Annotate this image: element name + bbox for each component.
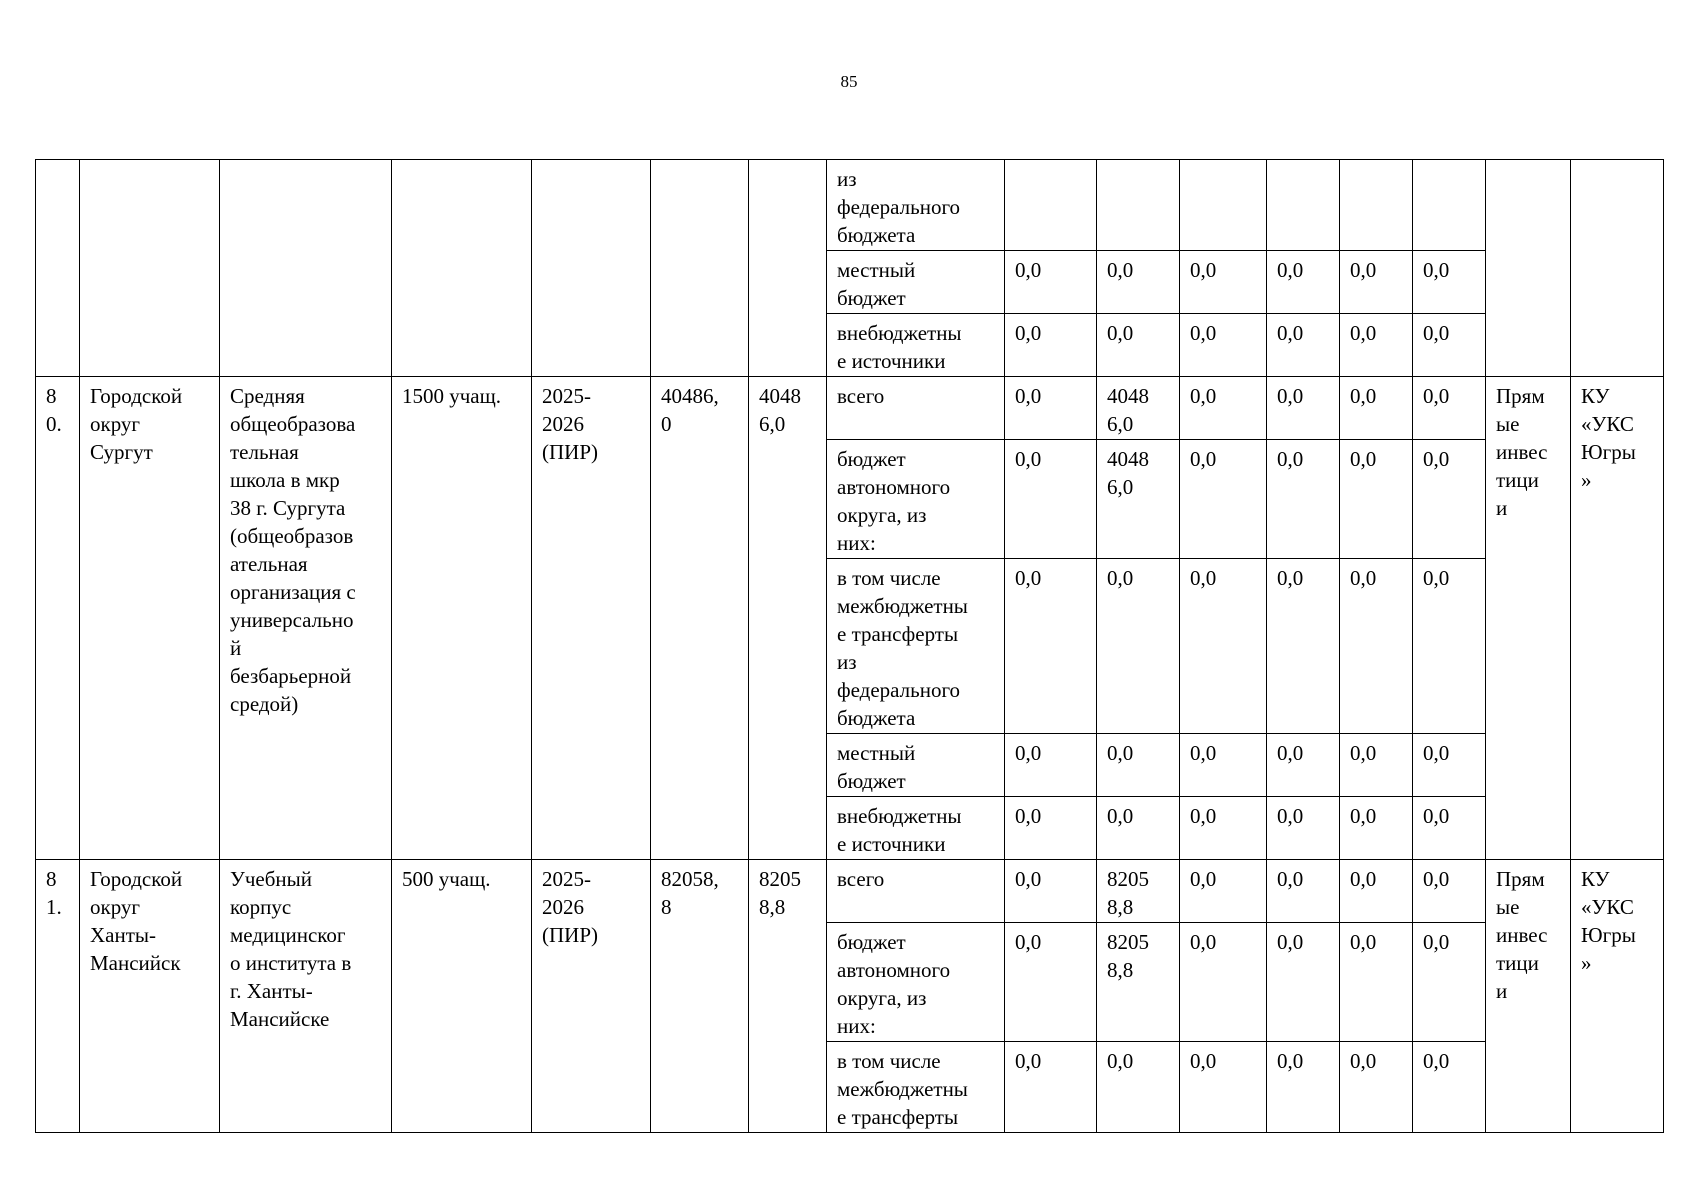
mechanism-cell: Прям ые инвес тици и — [1486, 377, 1571, 860]
table-row — [36, 860, 1664, 923]
funding-source-label: местный бюджет — [827, 734, 1005, 797]
funding-source-label: из федерального бюджета — [827, 160, 1005, 251]
value-cell: 0,0 — [1005, 1042, 1097, 1133]
value-cell: 0,0 — [1180, 734, 1267, 797]
cost-cell: 40486, 0 — [651, 377, 749, 860]
funding-source-label: в том числе межбюджетны е трансферты — [827, 1042, 1005, 1133]
value-cell: 0,0 — [1340, 314, 1413, 377]
value-cell: 0,0 — [1180, 797, 1267, 860]
number-cell: 8 0. — [36, 377, 80, 860]
number-cell: 8 1. — [36, 860, 80, 1133]
value-cell: 8205 8,8 — [1097, 923, 1180, 1042]
funding-source-label: местный бюджет — [827, 251, 1005, 314]
value-cell — [1267, 160, 1340, 251]
mechanism-cell: Прям ые инвес тици и — [1486, 860, 1571, 1133]
funding-source-label: внебюджетны е источники — [827, 797, 1005, 860]
cost-cell — [651, 160, 749, 377]
value-cell: 0,0 — [1180, 923, 1267, 1042]
funding-source-label: всего — [827, 860, 1005, 923]
value-cell: 0,0 — [1340, 860, 1413, 923]
value-cell: 0,0 — [1267, 314, 1340, 377]
value-cell: 0,0 — [1340, 797, 1413, 860]
object-name-cell: Средняя общеобразова тельная школа в мкр 38 г. Сургута (общеобразов ательная организация с универсально й безбарьерной средой) — [220, 377, 392, 860]
value-cell: 0,0 — [1180, 559, 1267, 734]
value-cell: 0,0 — [1413, 797, 1486, 860]
value-cell: 0,0 — [1005, 797, 1097, 860]
page-number: 85 — [840, 72, 858, 91]
value-cell: 0,0 — [1413, 860, 1486, 923]
total-cell — [749, 160, 827, 377]
value-cell: 0,0 — [1340, 734, 1413, 797]
value-cell: 0,0 — [1267, 860, 1340, 923]
table-row — [36, 160, 1664, 251]
value-cell: 0,0 — [1267, 440, 1340, 559]
capacity-cell: 500 учащ. — [392, 860, 532, 1133]
value-cell: 0,0 — [1340, 559, 1413, 734]
value-cell: 0,0 — [1267, 797, 1340, 860]
period-cell: 2025- 2026 (ПИР) — [532, 860, 651, 1133]
value-cell: 0,0 — [1413, 559, 1486, 734]
customer-cell: КУ «УКС Югры » — [1571, 860, 1664, 1133]
value-cell: 4048 6,0 — [1097, 377, 1180, 440]
capacity-cell — [392, 160, 532, 377]
value-cell: 0,0 — [1005, 314, 1097, 377]
value-cell: 0,0 — [1180, 860, 1267, 923]
value-cell: 0,0 — [1413, 377, 1486, 440]
period-cell: 2025- 2026 (ПИР) — [532, 377, 651, 860]
object-name-cell: Учебный корпус медицинског о института в г. Ханты- Мансийске — [220, 860, 392, 1133]
value-cell: 0,0 — [1340, 440, 1413, 559]
value-cell: 0,0 — [1413, 314, 1486, 377]
value-cell — [1005, 160, 1097, 251]
municipality-cell: Городской округ Сургут — [80, 377, 220, 860]
funding-source-label: бюджет автономного округа, из них: — [827, 440, 1005, 559]
value-cell: 0,0 — [1097, 1042, 1180, 1133]
value-cell: 0,0 — [1005, 734, 1097, 797]
period-cell — [532, 160, 651, 377]
funding-source-label: внебюджетны е источники — [827, 314, 1005, 377]
funding-source-label: бюджет автономного округа, из них: — [827, 923, 1005, 1042]
value-cell: 0,0 — [1180, 440, 1267, 559]
value-cell: 0,0 — [1413, 251, 1486, 314]
value-cell: 0,0 — [1267, 734, 1340, 797]
value-cell — [1180, 160, 1267, 251]
object-name-cell — [220, 160, 392, 377]
value-cell: 0,0 — [1267, 1042, 1340, 1133]
value-cell: 0,0 — [1340, 251, 1413, 314]
total-cell: 4048 6,0 — [749, 377, 827, 860]
customer-cell: КУ «УКС Югры » — [1571, 377, 1664, 860]
value-cell: 0,0 — [1340, 377, 1413, 440]
value-cell: 0,0 — [1180, 377, 1267, 440]
value-cell: 4048 6,0 — [1097, 440, 1180, 559]
value-cell: 0,0 — [1097, 559, 1180, 734]
value-cell — [1097, 160, 1180, 251]
value-cell: 0,0 — [1180, 1042, 1267, 1133]
funding-source-label: в том числе межбюджетны е трансферты из федерального бюджета — [827, 559, 1005, 734]
value-cell: 0,0 — [1180, 251, 1267, 314]
value-cell: 0,0 — [1340, 1042, 1413, 1133]
value-cell: 0,0 — [1005, 440, 1097, 559]
number-cell — [36, 160, 80, 377]
funding-source-label: всего — [827, 377, 1005, 440]
value-cell: 0,0 — [1005, 377, 1097, 440]
value-cell: 0,0 — [1097, 734, 1180, 797]
customer-cell — [1571, 160, 1664, 377]
table-row — [36, 377, 1664, 440]
municipality-cell: Городской округ Ханты- Мансийск — [80, 860, 220, 1133]
value-cell: 0,0 — [1413, 440, 1486, 559]
value-cell: 0,0 — [1340, 923, 1413, 1042]
mechanism-cell — [1486, 160, 1571, 377]
value-cell: 0,0 — [1097, 797, 1180, 860]
value-cell: 0,0 — [1180, 314, 1267, 377]
total-cell: 8205 8,8 — [749, 860, 827, 1133]
value-cell: 8205 8,8 — [1097, 860, 1180, 923]
municipality-cell — [80, 160, 220, 377]
value-cell: 0,0 — [1097, 314, 1180, 377]
value-cell: 0,0 — [1267, 923, 1340, 1042]
value-cell: 0,0 — [1267, 251, 1340, 314]
value-cell: 0,0 — [1413, 734, 1486, 797]
value-cell: 0,0 — [1413, 923, 1486, 1042]
value-cell: 0,0 — [1005, 923, 1097, 1042]
value-cell: 0,0 — [1413, 1042, 1486, 1133]
value-cell: 0,0 — [1005, 860, 1097, 923]
value-cell: 0,0 — [1005, 251, 1097, 314]
program-table — [35, 159, 1664, 1133]
value-cell — [1413, 160, 1486, 251]
value-cell: 0,0 — [1267, 377, 1340, 440]
value-cell: 0,0 — [1005, 559, 1097, 734]
capacity-cell: 1500 учащ. — [392, 377, 532, 860]
value-cell — [1340, 160, 1413, 251]
value-cell: 0,0 — [1267, 559, 1340, 734]
value-cell: 0,0 — [1097, 251, 1180, 314]
cost-cell: 82058, 8 — [651, 860, 749, 1133]
